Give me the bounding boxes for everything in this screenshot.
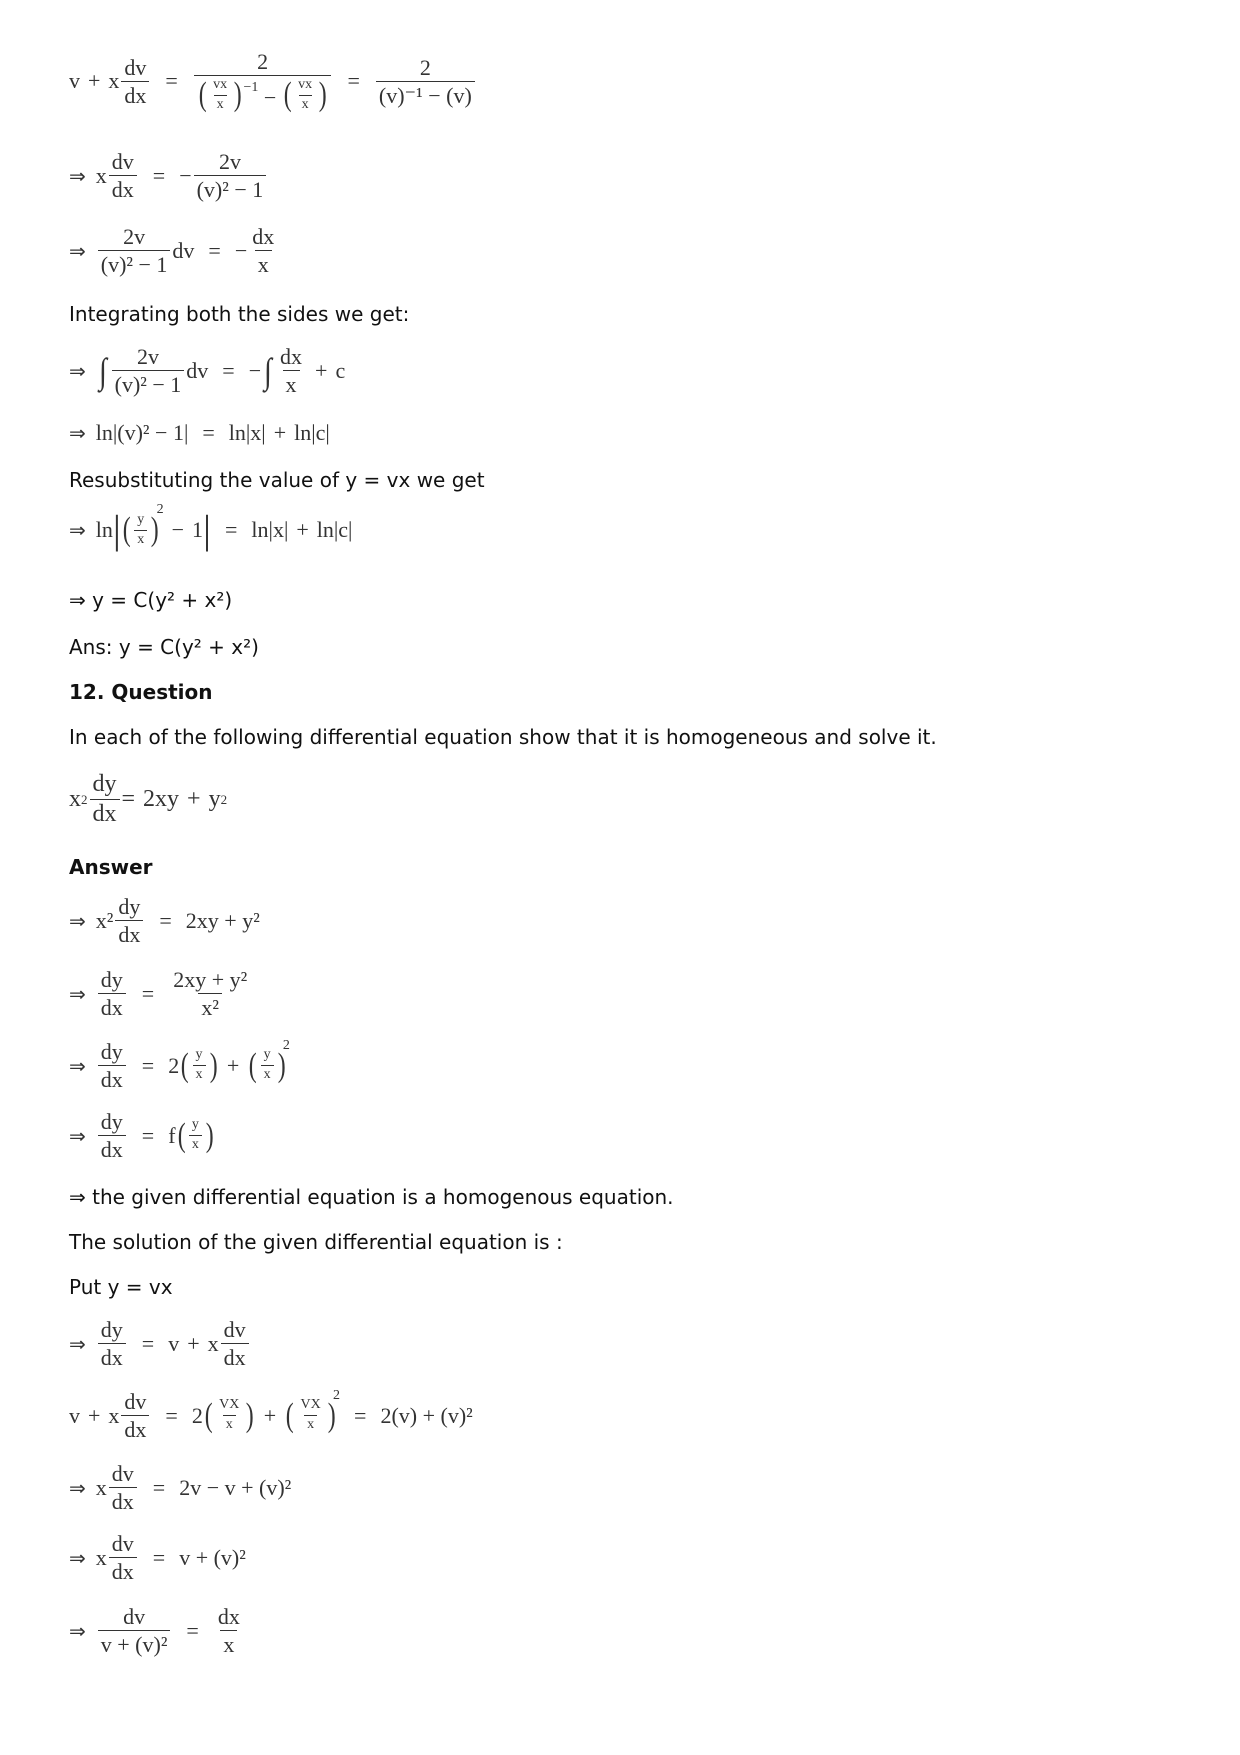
equation-1: v + x dv dx = 2 ( vx x ) $^{-1}$ − ( vx x ) = 2 (v)⁻¹ − (v): [69, 50, 477, 112]
equation-6: ⇒ ln | ( y x ) 2 − 1 | = ln|x| + ln|c|: [69, 502, 353, 552]
answer-equation-3: ⇒ dy dx = 2 ( y x ) + ( y x ) 2: [69, 1037, 290, 1093]
answer-equation-5: ⇒ dy dx = v + x dv dx: [69, 1318, 251, 1369]
put-line: Put y = vx: [69, 1275, 173, 1299]
answer-label: Answer: [69, 855, 153, 879]
answer-equation-7: ⇒ x dv dx = 2v − v + (v)²: [69, 1461, 292, 1515]
answer-equation-8: ⇒ x dv dx = v + (v)²: [69, 1531, 246, 1585]
answer-equation-1: ⇒ x² dy dx = 2xy + y²: [69, 894, 260, 948]
answer-line: Ans: y = C(y² + x²): [69, 635, 259, 659]
answer-equation-4: ⇒ dy dx = f ( y x ): [69, 1109, 214, 1163]
answer-equation-6: v + x dv dx = 2 ( VX x ) + ( VX x ) 2 = 2(v) + (v)²: [69, 1387, 473, 1443]
equation-5: ⇒ ln|(v)² − 1| = ln|x| + ln|c|: [69, 420, 330, 445]
answer-equation-9: ⇒ dv v + (v)² = dx x: [69, 1604, 240, 1658]
result-line: ⇒ y = C(y² + x²): [69, 588, 233, 612]
solution-line: The solution of the given differential equation is :: [69, 1230, 563, 1254]
question-title: 12. Question: [69, 680, 213, 704]
equation-3: ⇒ 2v (v)² − 1 dv = − $\frac{dx}{x}$: [69, 224, 275, 278]
answer-equation-2: ⇒ dy dx = 2xy + y² x²: [69, 967, 248, 1021]
equation-4: ⇒ ∫ 2v (v)² − 1 dv = − ∫ dx x + c: [69, 344, 346, 398]
resubstituting-text: Resubstituting the value of y = vx we get: [69, 468, 485, 492]
equation-2: ⇒ x dv dx = − $\frac{2v}{\text{(v)² − 1}}$: [69, 150, 268, 201]
question-equation: x 2 $\frac{dy}{dx}$ = 2xy + y 2: [69, 771, 228, 828]
integrating-text: Integrating both the sides we get:: [69, 302, 410, 326]
homogeneous-line: ⇒ the given differential equation is a homogenous equation.: [69, 1185, 674, 1209]
question-prompt: In each of the following differential equation show that it is homogeneous and solve it.: [69, 725, 937, 749]
